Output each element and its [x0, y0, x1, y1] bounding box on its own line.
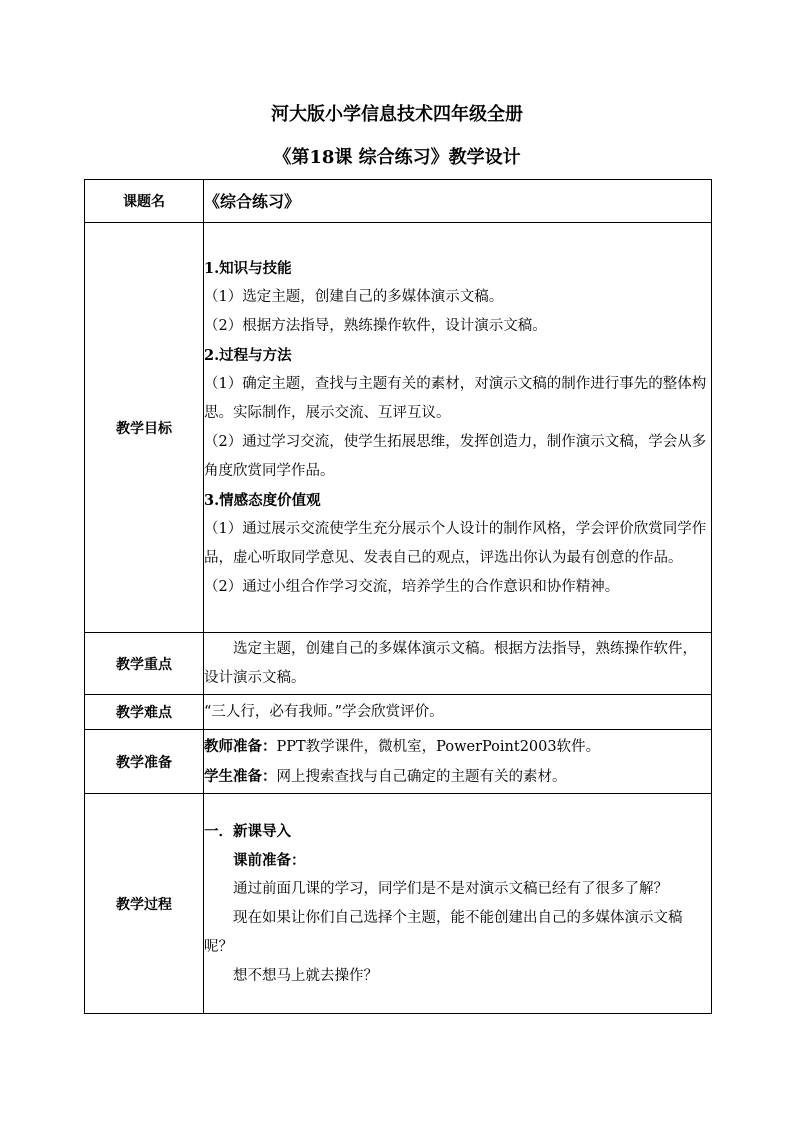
objectives-row [85, 223, 712, 633]
preparation-row [85, 730, 712, 794]
difficulties-label: 教学难点 [85, 695, 204, 730]
process-content [204, 794, 712, 1014]
lesson-plan-table [84, 179, 712, 1014]
process-section-heading: 一．新课导入 [204, 822, 291, 840]
objectives-item: （1）通过展示交流使学生充分展示个人设计的制作风格，学会评价欣赏同学作品，虚心听取同学意见、发表自己的观点，评选出你认为最有创意的作品。 [204, 520, 707, 566]
preparation-label: 教学准备 [85, 730, 204, 794]
topic-label: 课题名 [85, 180, 204, 223]
objectives-heading-1: 1.知识与技能 [204, 259, 292, 277]
difficulties-text: “三人行，必有我师。”学会欣赏评价。 [204, 703, 444, 720]
objectives-item: （1）选定主题，创建自己的多媒体演示文稿。 [204, 288, 504, 305]
objectives-heading-2: 2.过程与方法 [204, 346, 292, 364]
objectives-heading-3: 3.情感态度价值观 [204, 491, 321, 509]
document-title: 河大版小学信息技术四年级全册 [271, 104, 523, 125]
objectives-item: （2）根据方法指导，熟练操作软件，设计演示文稿。 [204, 317, 547, 334]
objectives-item: （2）通过学习交流，使学生拓展思维，发挥创造力，制作演示文稿，学会从多角度欣赏同学作品。 [204, 433, 707, 479]
process-paragraph: 通过前面几课的学习，同学们是不是对演示文稿已经有了很多了解？ [233, 880, 668, 897]
topic-row [85, 180, 712, 223]
process-label: 教学过程 [85, 794, 204, 1014]
difficulties-row [85, 695, 712, 730]
objectives-item: （2）通过小组合作学习交流，培养学生的合作意识和协作精神。 [204, 578, 620, 595]
objectives-content [204, 223, 712, 633]
key-points-label: 教学重点 [85, 633, 204, 695]
preparation-content [204, 730, 712, 794]
objectives-item: （1）确定主题，查找与主题有关的素材，对演示文稿的制作进行事先的整体构思。实际制作，展示交流、互评互议。 [204, 375, 707, 421]
process-paragraph: 现在如果让你们自己选择个主题，能不能创建出自己的多媒体演示文稿呢？ [204, 909, 683, 955]
student-preparation-text: 网上搜索查找与自己确定的主题有关的素材。 [276, 768, 567, 785]
teacher-preparation [204, 732, 711, 762]
teacher-preparation-text: PPT教学课件，微机室，PowerPoint2003软件。 [276, 738, 601, 755]
key-points-content [204, 633, 712, 695]
process-row [85, 794, 712, 1014]
process-subheading: 课前准备： [233, 851, 306, 869]
document-subtitle: 《第18课 综合练习》教学设计 [273, 147, 521, 168]
key-points-row [85, 633, 712, 695]
difficulties-content [204, 695, 712, 730]
student-preparation [204, 762, 711, 792]
topic-value: 《综合练习》 [204, 180, 712, 223]
teacher-preparation-label: 教师准备： [204, 737, 277, 755]
objectives-label: 教学目标 [85, 223, 204, 633]
process-paragraph: 想不想马上就去操作？ [233, 967, 378, 984]
key-points-text: 选定主题，创建自己的多媒体演示文稿。根据方法指导，熟练操作软件，设计演示文稿。 [204, 640, 697, 686]
student-preparation-label: 学生准备： [204, 767, 277, 785]
